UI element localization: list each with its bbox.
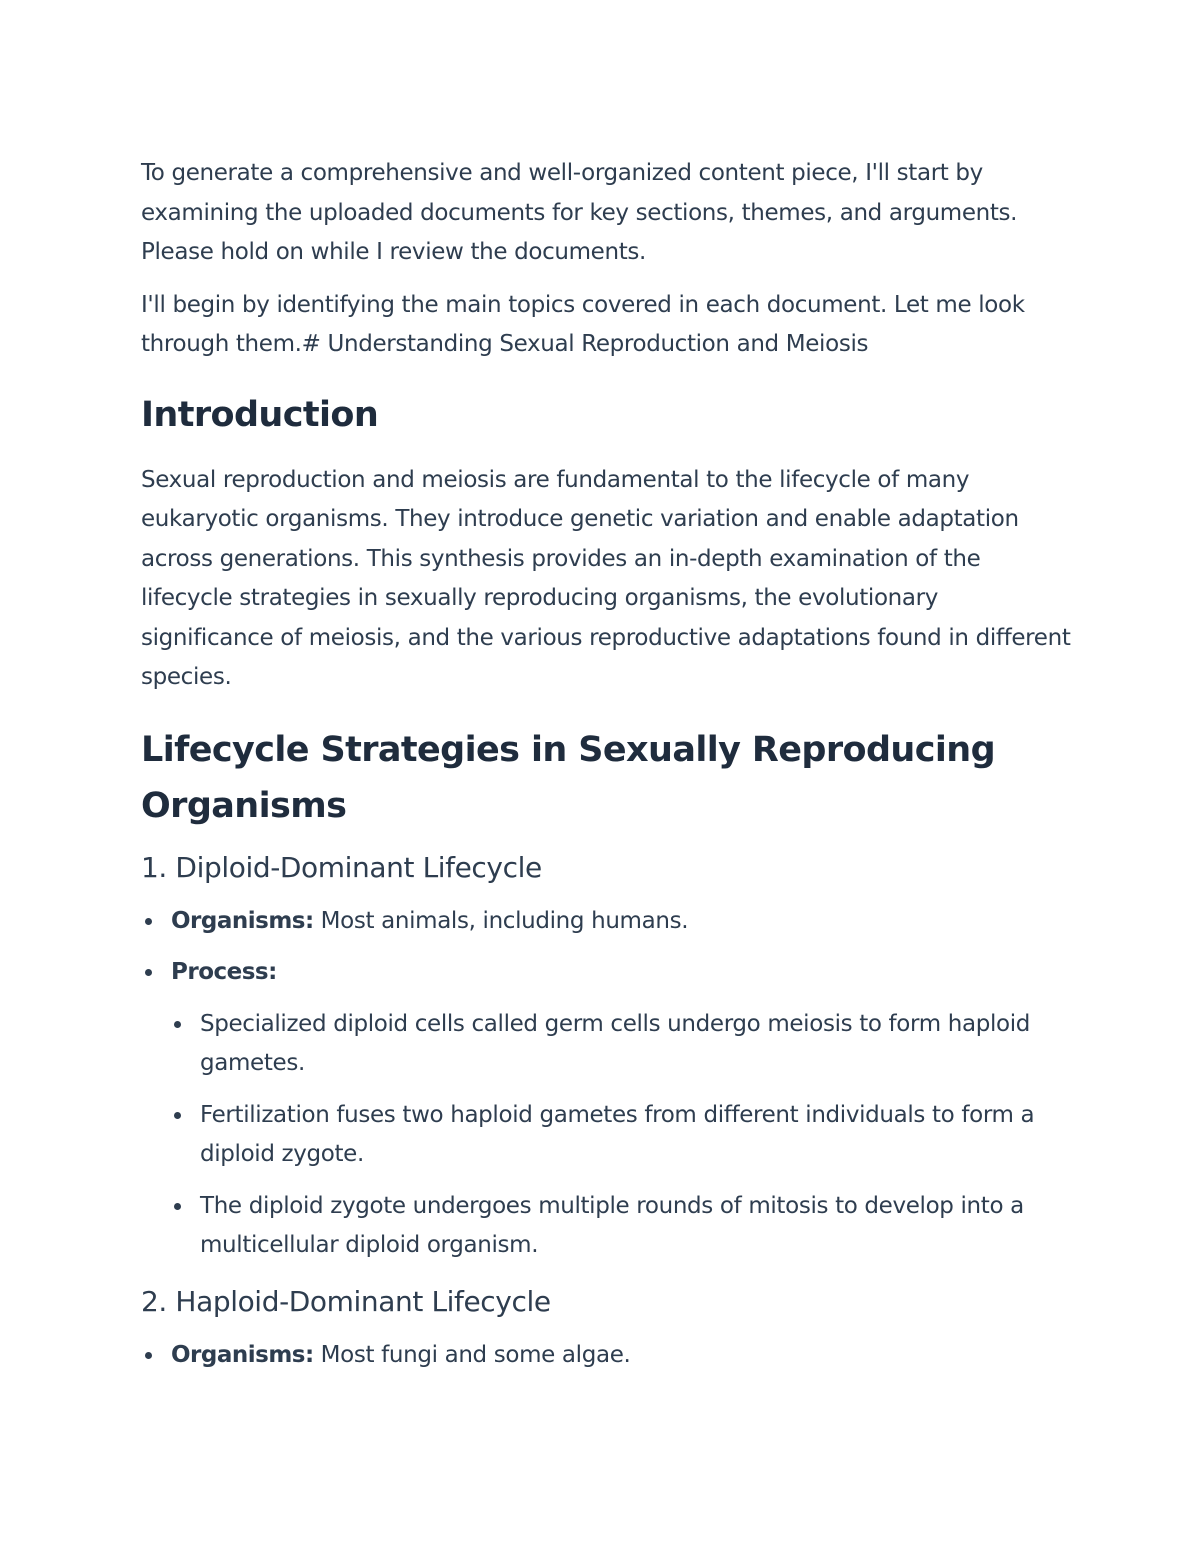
list-item bbox=[141, 1336, 1071, 1376]
organisms-text: Most fungi and some algae. bbox=[313, 1341, 631, 1368]
process-step: Fertilization fuses two haploid gametes from different individuals to form a diploid zygote. bbox=[200, 1101, 1035, 1167]
bullet-icon bbox=[145, 918, 152, 925]
intro-paragraph-2: I'll begin by identifying the main topics covered in each document. Let me look through them.# Understanding Sexual Reproduction and Meiosis bbox=[141, 291, 1025, 357]
intro-paragraph-1: To generate a comprehensive and well-organized content piece, I'll start by examining the uploaded documents for key sections, themes, and arguments. Please hold on while I review the documents. bbox=[141, 160, 1018, 265]
bullet-icon bbox=[174, 1021, 181, 1028]
bullet-icon bbox=[145, 969, 152, 976]
process-label: Process: bbox=[171, 959, 277, 985]
organisms-text: Most animals, including humans. bbox=[313, 907, 689, 934]
process-step: Specialized diploid cells called germ cells undergo meiosis to form haploid gametes. bbox=[200, 1010, 1031, 1076]
diploid-dominant-list bbox=[141, 902, 1071, 1266]
bullet-icon bbox=[145, 1352, 152, 1359]
list-item bbox=[171, 1187, 1071, 1266]
diploid-dominant-heading: 1. Diploid-Dominant Lifecycle bbox=[141, 850, 542, 884]
list-item bbox=[141, 953, 1071, 1266]
bullet-icon bbox=[174, 1112, 181, 1119]
bullet-icon bbox=[174, 1203, 181, 1210]
process-steps-list bbox=[171, 1005, 1071, 1266]
list-item bbox=[171, 1096, 1071, 1175]
process-step: The diploid zygote undergoes multiple rounds of mitosis to develop into a multicellular diploid organism. bbox=[200, 1192, 1024, 1258]
lifecycle-heading: Lifecycle Strategies in Sexually Reproducing Organisms bbox=[141, 729, 996, 826]
haploid-dominant-list bbox=[141, 1336, 1071, 1376]
list-item bbox=[141, 902, 1071, 942]
list-item bbox=[171, 1005, 1071, 1084]
haploid-dominant-heading: 2. Haploid-Dominant Lifecycle bbox=[141, 1284, 551, 1318]
introduction-body: Sexual reproduction and meiosis are fundamental to the lifecycle of many eukaryotic organisms. They introduce genetic variation and enable adaptation across generations. This synthesis provides an in-depth examination of the lifecycle strategies in sexually reproducing organisms, the evolutionary significance of meiosis, and the various reproductive adaptations found in different species. bbox=[141, 466, 1071, 690]
organisms-label: Organisms: bbox=[171, 1341, 314, 1368]
organisms-label: Organisms: bbox=[171, 907, 314, 934]
document-page bbox=[141, 154, 1071, 1387]
introduction-heading: Introduction bbox=[141, 394, 379, 435]
